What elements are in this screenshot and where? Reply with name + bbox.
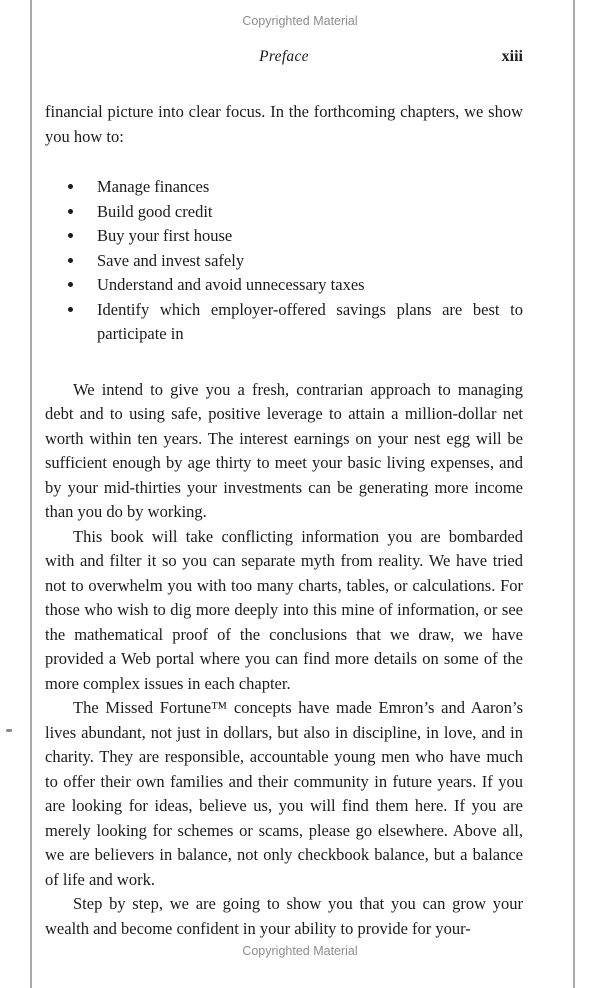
scan-artifact-dot (6, 729, 12, 732)
page-edge-right (573, 0, 575, 988)
body-text (45, 100, 523, 941)
book-page-content (45, 48, 523, 941)
body-paragraph: Step by step, we are going to show you that you can grow your wealth and become confident in your ability to provide for your- (45, 894, 523, 938)
bullet-item: • Save and invest safely (85, 249, 523, 274)
bullet-item: • Buy your first house (85, 224, 523, 249)
bullet-item: • Identify which employer-offered savings plans are best to participate in (85, 298, 523, 347)
bullet-item: • Understand and avoid unnecessary taxes (85, 273, 523, 298)
bullet-item: • Build good credit (85, 200, 523, 225)
copyright-notice-bottom: Copyrighted Material (242, 944, 358, 958)
page-header (45, 48, 523, 70)
page-number: xiii (501, 48, 523, 65)
copyright-notice-top: Copyrighted Material (242, 14, 358, 28)
bullet-item: • Manage finances (85, 175, 523, 200)
intro-paragraph: financial picture into clear focus. In the forthcoming chapters, we show you how to: (45, 102, 523, 146)
body-paragraph: The Missed Fortune™ concepts have made Emron’s and Aaron’s lives abundant, not just in dollars, but also in discipline, in love, and in charity. They are responsible, accountable young men who have much to offer their own families and their community in future years. If you are looking for ideas, believe us, you will find them here. If you are merely looking for schemes or scams, please go elsewhere. Above all, we are believers in balance, not only checkbook balance, but a balance of life and work. (45, 698, 523, 889)
page-edge-left (30, 0, 32, 988)
bullet-list (45, 175, 523, 347)
body-paragraph: This book will take conflicting information you are bombarded with and filter it so you can separate myth from reality. We have tried not to overwhelm you with too many charts, tables, or calculations. For those who wish to dig more deeply into this mine of information, or see the mathematical proof of the conclusions that we draw, we have provided a Web portal where you can find more details on some of the more complex issues in each chapter. (45, 526, 523, 693)
page-title: Preface (259, 48, 309, 65)
body-paragraph: We intend to give you a fresh, contrarian approach to managing debt and to using safe, positive leverage to attain a million-dollar net worth within ten years. The interest earnings on your nest egg will be sufficient enough by age thirty to meet your basic living expenses, and by your mid-thirties your investments can be generating more income than you do by working. (45, 379, 523, 521)
